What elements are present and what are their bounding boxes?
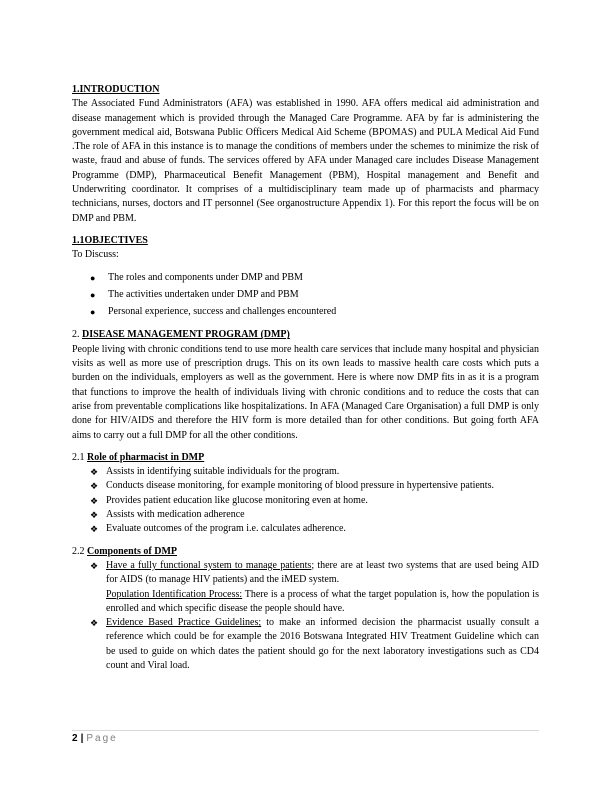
diamond-bullet-icon: ❖ bbox=[90, 510, 99, 521]
list-item: ❖ Conducts disease monitoring, for example monitoring of blood pressure in hypertensive patients. bbox=[72, 479, 539, 493]
list-item: ❖ Assists with medication adherence bbox=[72, 508, 539, 522]
list-item: ● The activities undertaken under DMP and PBM bbox=[72, 288, 539, 302]
bullet-icon: ● bbox=[90, 289, 96, 300]
objectives-intro: To Discuss: bbox=[72, 249, 119, 261]
diamond-bullet-icon: ❖ bbox=[90, 481, 99, 492]
objectives-heading: 1.1OBJECTIVES bbox=[72, 234, 148, 246]
page-label: Page bbox=[86, 733, 118, 744]
list-item: ❖ Assists in identifying suitable individuals for the program. bbox=[72, 465, 539, 479]
diamond-bullet-icon: ❖ bbox=[90, 467, 99, 478]
list-item: ❖ Have a fully functional system to manage patients; there are at least two systems that are used being AID for AIDS (to manage HIV patients) and the iMED system. Population Identification Process: There is a process of what the target population is, how the population is enrolled and which specific disease the people should have. bbox=[90, 559, 539, 614]
dmp-paragraph: People living with chronic conditions tend to use more health care services that include many hospital and physician visits as well as more use of prescription drugs. This on its own leads to massive health care costs which puts a burden on the individuals, employers as well as the government. Here is where now DMP fits in as it is a program that functions to improve the health of individuals living with chronic conditions and to reduce the costs that can arise from preventable complications like hospitalizations. In AFA (Managed Care Organisation) a full DMP is only done for HIV/AIDS and therefore the HIV form is more detailed than for other conditions. But going forth AFA aims to carry out a full DMP for all the other conditions. bbox=[72, 343, 539, 441]
diamond-bullet-icon: ❖ bbox=[90, 618, 99, 629]
intro-heading: 1.INTRODUCTION bbox=[72, 84, 160, 95]
footer-separator: | bbox=[80, 733, 84, 744]
page-number: 2 bbox=[72, 733, 78, 744]
page-footer bbox=[72, 730, 539, 744]
dmp-heading: 2. DISEASE MANAGEMENT PROGRAM (DMP) bbox=[72, 329, 290, 341]
intro-paragraph: The Associated Fund Administrators (AFA) was established in 1990. AFA offers medical aid administration and disease management which is provided through the Managed Care Programme. AFA by far is administering the government medical aid, Botswana Public Officers Medical Aid Scheme (BPOMAS) and PULA Medical Aid Fund .The role of AFA in this instance is to manage the conditions of members under the schemes to minimize the risk of waste, fraud and abuse of funds. The services offered by AFA under Managed care includes Disease Management Programme (DMP), Pharmaceutical Benefit Management (PBM), Hospital management and Benefit and Underwriting coordinator. It comprises of a multidisciplinary team made up of pharmacists and pharmacy technicians, nurses, doctors and IT personnel (See organostructure Appendix 1). For this report the focus will be on DMP and PBM. bbox=[72, 98, 539, 224]
diamond-bullet-icon: ❖ bbox=[90, 524, 99, 535]
list-item: ❖ Evaluate outcomes of the program i.e. calculates adherence. bbox=[72, 522, 539, 536]
role-heading: 2.1 Role of pharmacist in DMP bbox=[72, 451, 205, 463]
diamond-bullet-icon: ❖ bbox=[90, 560, 99, 571]
list-item: ● The roles and components under DMP and PBM bbox=[72, 271, 539, 285]
components-heading: 2.2 Components of DMP bbox=[72, 545, 177, 557]
role-list bbox=[72, 465, 539, 536]
list-item: ❖ Provides patient education like glucose monitoring even at home. bbox=[72, 494, 539, 508]
list-item: ❖ Evidence Based Practice Guidelines; to make an informed decision the pharmacist usually consult a reference which could be for example the 2016 Botswana Integrated HIV Treatment Guideline which can be used to guide on which dates the patient should go for the next laboratory investigations such as CD4 count and Viral load. bbox=[90, 617, 539, 671]
objectives-list bbox=[72, 271, 539, 320]
list-item: ● Personal experience, success and challenges encountered bbox=[72, 305, 539, 319]
bullet-icon: ● bbox=[90, 307, 96, 318]
bullet-icon: ● bbox=[90, 272, 96, 283]
diamond-bullet-icon: ❖ bbox=[90, 495, 99, 506]
components-list bbox=[72, 559, 539, 673]
document-page bbox=[72, 83, 539, 673]
